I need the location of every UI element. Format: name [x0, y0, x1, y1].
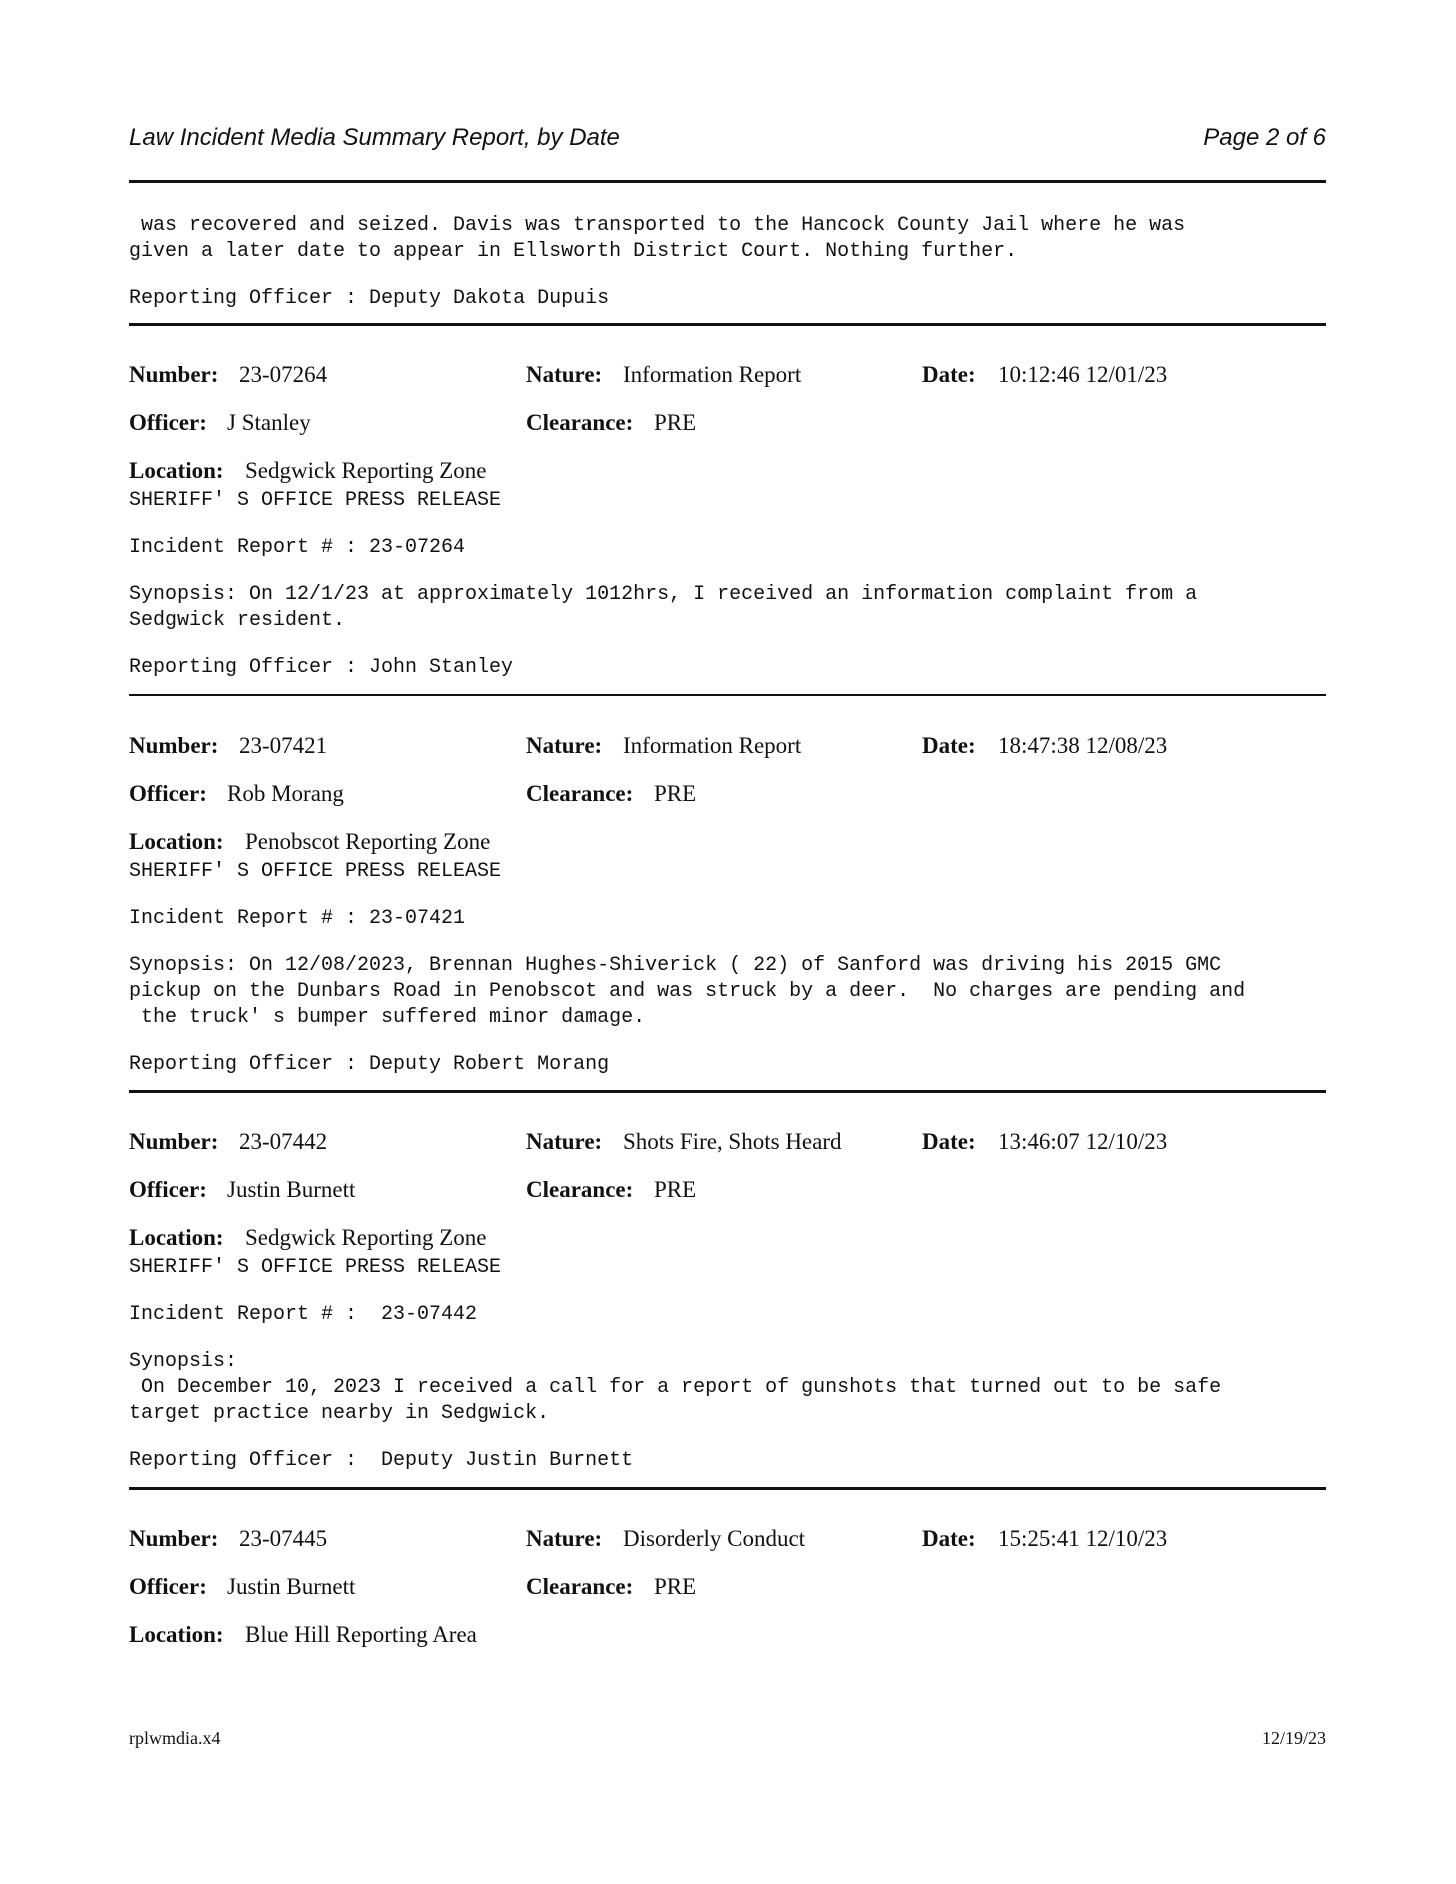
- synopsis-line: Sedgwick resident.: [129, 609, 346, 632]
- section-divider: [129, 323, 1326, 326]
- nature-label: Nature:: [526, 1129, 603, 1154]
- officer-label: Officer:: [129, 1574, 207, 1599]
- date-value: 18:47:38 12/08/23: [998, 733, 1168, 758]
- clearance-label: Clearance:: [526, 1574, 634, 1599]
- header-divider: [129, 180, 1326, 183]
- officer-label: Officer:: [129, 410, 207, 435]
- nature-value: Shots Fire, Shots Heard: [623, 1129, 842, 1154]
- clearance-value: PRE: [654, 781, 697, 806]
- incident-report-number: Incident Report # : 23-07264: [129, 536, 466, 559]
- nature-value: Disorderly Conduct: [623, 1526, 806, 1551]
- officer-value: J Stanley: [227, 410, 311, 435]
- synopsis-line: target practice nearby in Sedgwick.: [129, 1402, 550, 1425]
- officer-value: Justin Burnett: [227, 1574, 356, 1599]
- number-value: 23-07264: [239, 362, 328, 387]
- location-value: Sedgwick Reporting Zone: [245, 1225, 487, 1250]
- number-value: 23-07442: [239, 1129, 328, 1154]
- date-value: 15:25:41 12/10/23: [998, 1526, 1168, 1551]
- clearance-value: PRE: [654, 410, 697, 435]
- clearance-value: PRE: [654, 1574, 697, 1599]
- reporting-officer: Reporting Officer : John Stanley: [129, 656, 514, 679]
- nature-value: Information Report: [623, 733, 802, 758]
- page-header: [129, 124, 1326, 158]
- clearance-label: Clearance:: [526, 1177, 634, 1202]
- section-divider: [129, 1090, 1326, 1093]
- nature-value: Information Report: [623, 362, 802, 387]
- location-label: Location:: [129, 1622, 224, 1647]
- section-divider: [129, 1487, 1326, 1490]
- number-value: 23-07421: [239, 733, 328, 758]
- date-value: 10:12:46 12/01/23: [998, 362, 1168, 387]
- footer-filename: rplwmdia.x4: [129, 1728, 221, 1748]
- reporting-officer: Reporting Officer : Deputy Justin Burnett: [129, 1449, 634, 1472]
- footer-date: 12/19/23: [1261, 1728, 1326, 1748]
- date-label: Date:: [922, 362, 976, 387]
- number-label: Number:: [129, 1526, 219, 1551]
- nature-label: Nature:: [526, 362, 603, 387]
- officer-label: Officer:: [129, 1177, 207, 1202]
- clearance-value: PRE: [654, 1177, 697, 1202]
- date-label: Date:: [922, 733, 976, 758]
- synopsis-line: Synopsis: On 12/08/2023, Brennan Hughes-Shiverick ( 22) of Sanford was driving his 2015 GMC: [129, 954, 1222, 977]
- clearance-label: Clearance:: [526, 410, 634, 435]
- press-release-line: SHERIFF' S OFFICE PRESS RELEASE: [129, 860, 502, 883]
- location-value: Penobscot Reporting Zone: [245, 829, 491, 854]
- reporting-officer: Reporting Officer : Deputy Robert Morang: [129, 1053, 610, 1076]
- incident-report-number: Incident Report # : 23-07442: [129, 1303, 478, 1326]
- location-label: Location:: [129, 458, 224, 483]
- continuation-line-2: given a later date to appear in Ellsworth District Court. Nothing further.: [129, 240, 1018, 263]
- location-value: Blue Hill Reporting Area: [245, 1622, 477, 1647]
- section-divider: [129, 694, 1326, 696]
- officer-value: Rob Morang: [227, 781, 344, 806]
- date-label: Date:: [922, 1129, 976, 1154]
- location-value: Sedgwick Reporting Zone: [245, 458, 487, 483]
- continuation-line-1: was recovered and seized. Davis was transported to the Hancock County Jail where he was: [129, 214, 1186, 237]
- location-label: Location:: [129, 1225, 224, 1250]
- synopsis-line: pickup on the Dunbars Road in Penobscot and was struck by a deer. No charges are pending and: [129, 980, 1246, 1003]
- press-release-line: SHERIFF' S OFFICE PRESS RELEASE: [129, 1256, 502, 1279]
- officer-value: Justin Burnett: [227, 1177, 356, 1202]
- synopsis-line: On December 10, 2023 I received a call for a report of gunshots that turned out to be safe: [129, 1376, 1222, 1399]
- incident-report-number: Incident Report # : 23-07421: [129, 907, 466, 930]
- location-label: Location:: [129, 829, 224, 854]
- report-title: Law Incident Media Summary Report, by Date: [129, 124, 620, 151]
- officer-label: Officer:: [129, 781, 207, 806]
- page-number: Page 2 of 6: [1203, 124, 1326, 151]
- press-release-line: SHERIFF' S OFFICE PRESS RELEASE: [129, 489, 502, 512]
- date-value: 13:46:07 12/10/23: [998, 1129, 1168, 1154]
- number-label: Number:: [129, 733, 219, 758]
- number-label: Number:: [129, 1129, 219, 1154]
- date-label: Date:: [922, 1526, 976, 1551]
- synopsis-line: the truck' s bumper suffered minor damage.: [129, 1006, 646, 1029]
- synopsis-line: Synopsis: On 12/1/23 at approximately 1012hrs, I received an information complaint from a: [129, 583, 1198, 606]
- number-label: Number:: [129, 362, 219, 387]
- clearance-label: Clearance:: [526, 781, 634, 806]
- continuation-reporting-officer: Reporting Officer : Deputy Dakota Dupuis: [129, 287, 610, 310]
- synopsis-line: Synopsis:: [129, 1350, 238, 1373]
- nature-label: Nature:: [526, 733, 603, 758]
- nature-label: Nature:: [526, 1526, 603, 1551]
- number-value: 23-07445: [239, 1526, 328, 1551]
